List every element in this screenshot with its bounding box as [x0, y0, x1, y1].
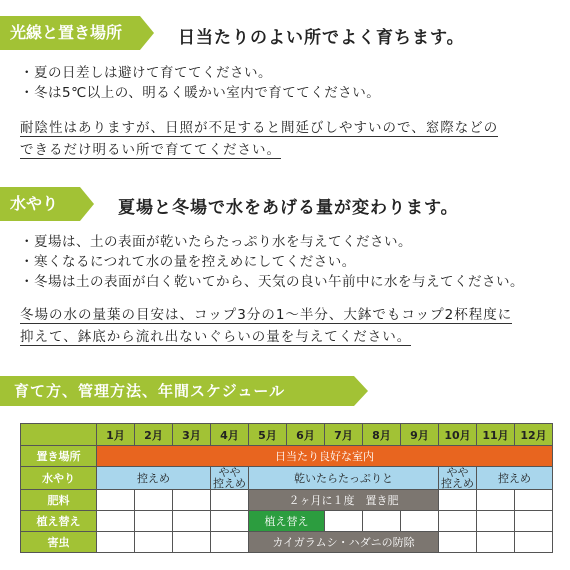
note-line: 冬場の水の量葉の目安は、コップ3分の1～半分、大鉢でもコップ2杯程度に [20, 307, 513, 323]
empty-cell [211, 532, 249, 553]
month-header: 11月 [477, 424, 515, 446]
month-header: 8月 [363, 424, 401, 446]
empty-cell [97, 511, 135, 532]
row-label-placement: 置き場所 [21, 446, 97, 467]
tag-arrow-icon [80, 187, 94, 221]
row-label-water: 水やり [21, 467, 97, 490]
water-bar-april: やや 控えめ [211, 467, 249, 490]
empty-cell [97, 490, 135, 511]
empty-cell [515, 490, 553, 511]
annual-schedule-table [20, 423, 553, 553]
empty-cell [173, 511, 211, 532]
tag-arrow-icon [354, 376, 368, 406]
row-label-repot: 植え替え [21, 511, 97, 532]
table-row-water [21, 467, 553, 490]
empty-cell [363, 511, 401, 532]
empty-cell [401, 511, 439, 532]
note-line: できるだけ明るい所で育ててください。 [20, 142, 281, 158]
row-label-pests: 害虫 [21, 532, 97, 553]
empty-cell [515, 511, 553, 532]
list-item: ・冬場は土の表面が白く乾いてから、天気の良い午前中に水を与えてください。 [20, 274, 524, 290]
empty-cell [477, 532, 515, 553]
list-item: ・冬は5℃以上の、明るく暖かい室内で育ててください。 [20, 85, 381, 101]
light-note [20, 118, 498, 162]
section-heading-water: 夏場と冬場で水をあげる量が変わります。 [118, 198, 459, 218]
month-header: 3月 [173, 424, 211, 446]
table-row-fertilizer [21, 490, 553, 511]
month-header: 1月 [97, 424, 135, 446]
empty-cell [135, 511, 173, 532]
empty-cell [173, 490, 211, 511]
section-tag-label: 光線と置き場所 [0, 16, 140, 50]
water-bullet-list [20, 232, 524, 292]
empty-cell [173, 532, 211, 553]
placement-bar: 日当たり良好な室内 [97, 446, 553, 467]
fertilizer-bar: ２ヶ月に１度 置き肥 [249, 490, 439, 511]
section-tag-label: 水やり [0, 187, 80, 221]
note-line: 抑えて、鉢底から流れ出ないぐらいの量を与えてください。 [20, 329, 412, 345]
month-header: 5月 [249, 424, 287, 446]
schedule-title-bar [0, 376, 570, 406]
section-heading-light: 日当たりのよい所でよく育ちます。 [178, 28, 465, 48]
month-header: 12月 [515, 424, 553, 446]
table-header-row [21, 424, 553, 446]
table-row-pests [21, 532, 553, 553]
tag-arrow-icon [140, 16, 154, 50]
month-header: 6月 [287, 424, 325, 446]
month-header: 4月 [211, 424, 249, 446]
table-header-corner [21, 424, 97, 446]
empty-cell [515, 532, 553, 553]
month-header: 9月 [401, 424, 439, 446]
schedule-title: 育て方、管理方法、年間スケジュール [0, 376, 354, 406]
water-note [20, 305, 512, 349]
repot-bar: 植え替え [249, 511, 325, 532]
light-bullet-list [20, 63, 380, 103]
section-tag-water [0, 187, 94, 221]
empty-cell [439, 511, 477, 532]
water-bar-main: 乾いたらたっぷりと [249, 467, 439, 490]
table-row-repot [21, 511, 553, 532]
empty-cell [135, 532, 173, 553]
month-header: 10月 [439, 424, 477, 446]
empty-cell [477, 490, 515, 511]
empty-cell [211, 490, 249, 511]
pests-bar: カイガラムシ・ハダニの防除 [249, 532, 439, 553]
list-item: ・夏の日差しは避けて育ててください。 [20, 65, 272, 81]
list-item: ・寒くなるにつれて水の量を控えめにしてください。 [20, 254, 356, 270]
water-bar-late: 控えめ [477, 467, 553, 490]
month-header: 2月 [135, 424, 173, 446]
empty-cell [211, 511, 249, 532]
row-label-fertilizer: 肥料 [21, 490, 97, 511]
empty-cell [325, 511, 363, 532]
month-header: 7月 [325, 424, 363, 446]
water-bar-october: やや 控えめ [439, 467, 477, 490]
note-line: 耐陰性はありますが、日照が不足すると間延びしやすいので、窓際などの [20, 120, 499, 136]
empty-cell [97, 532, 135, 553]
empty-cell [477, 511, 515, 532]
empty-cell [135, 490, 173, 511]
empty-cell [439, 532, 477, 553]
section-tag-light [0, 16, 154, 50]
water-bar-early: 控えめ [97, 467, 211, 490]
table-row-placement [21, 446, 553, 467]
list-item: ・夏場は、土の表面が乾いたらたっぷり水を与えてください。 [20, 234, 412, 250]
empty-cell [439, 490, 477, 511]
